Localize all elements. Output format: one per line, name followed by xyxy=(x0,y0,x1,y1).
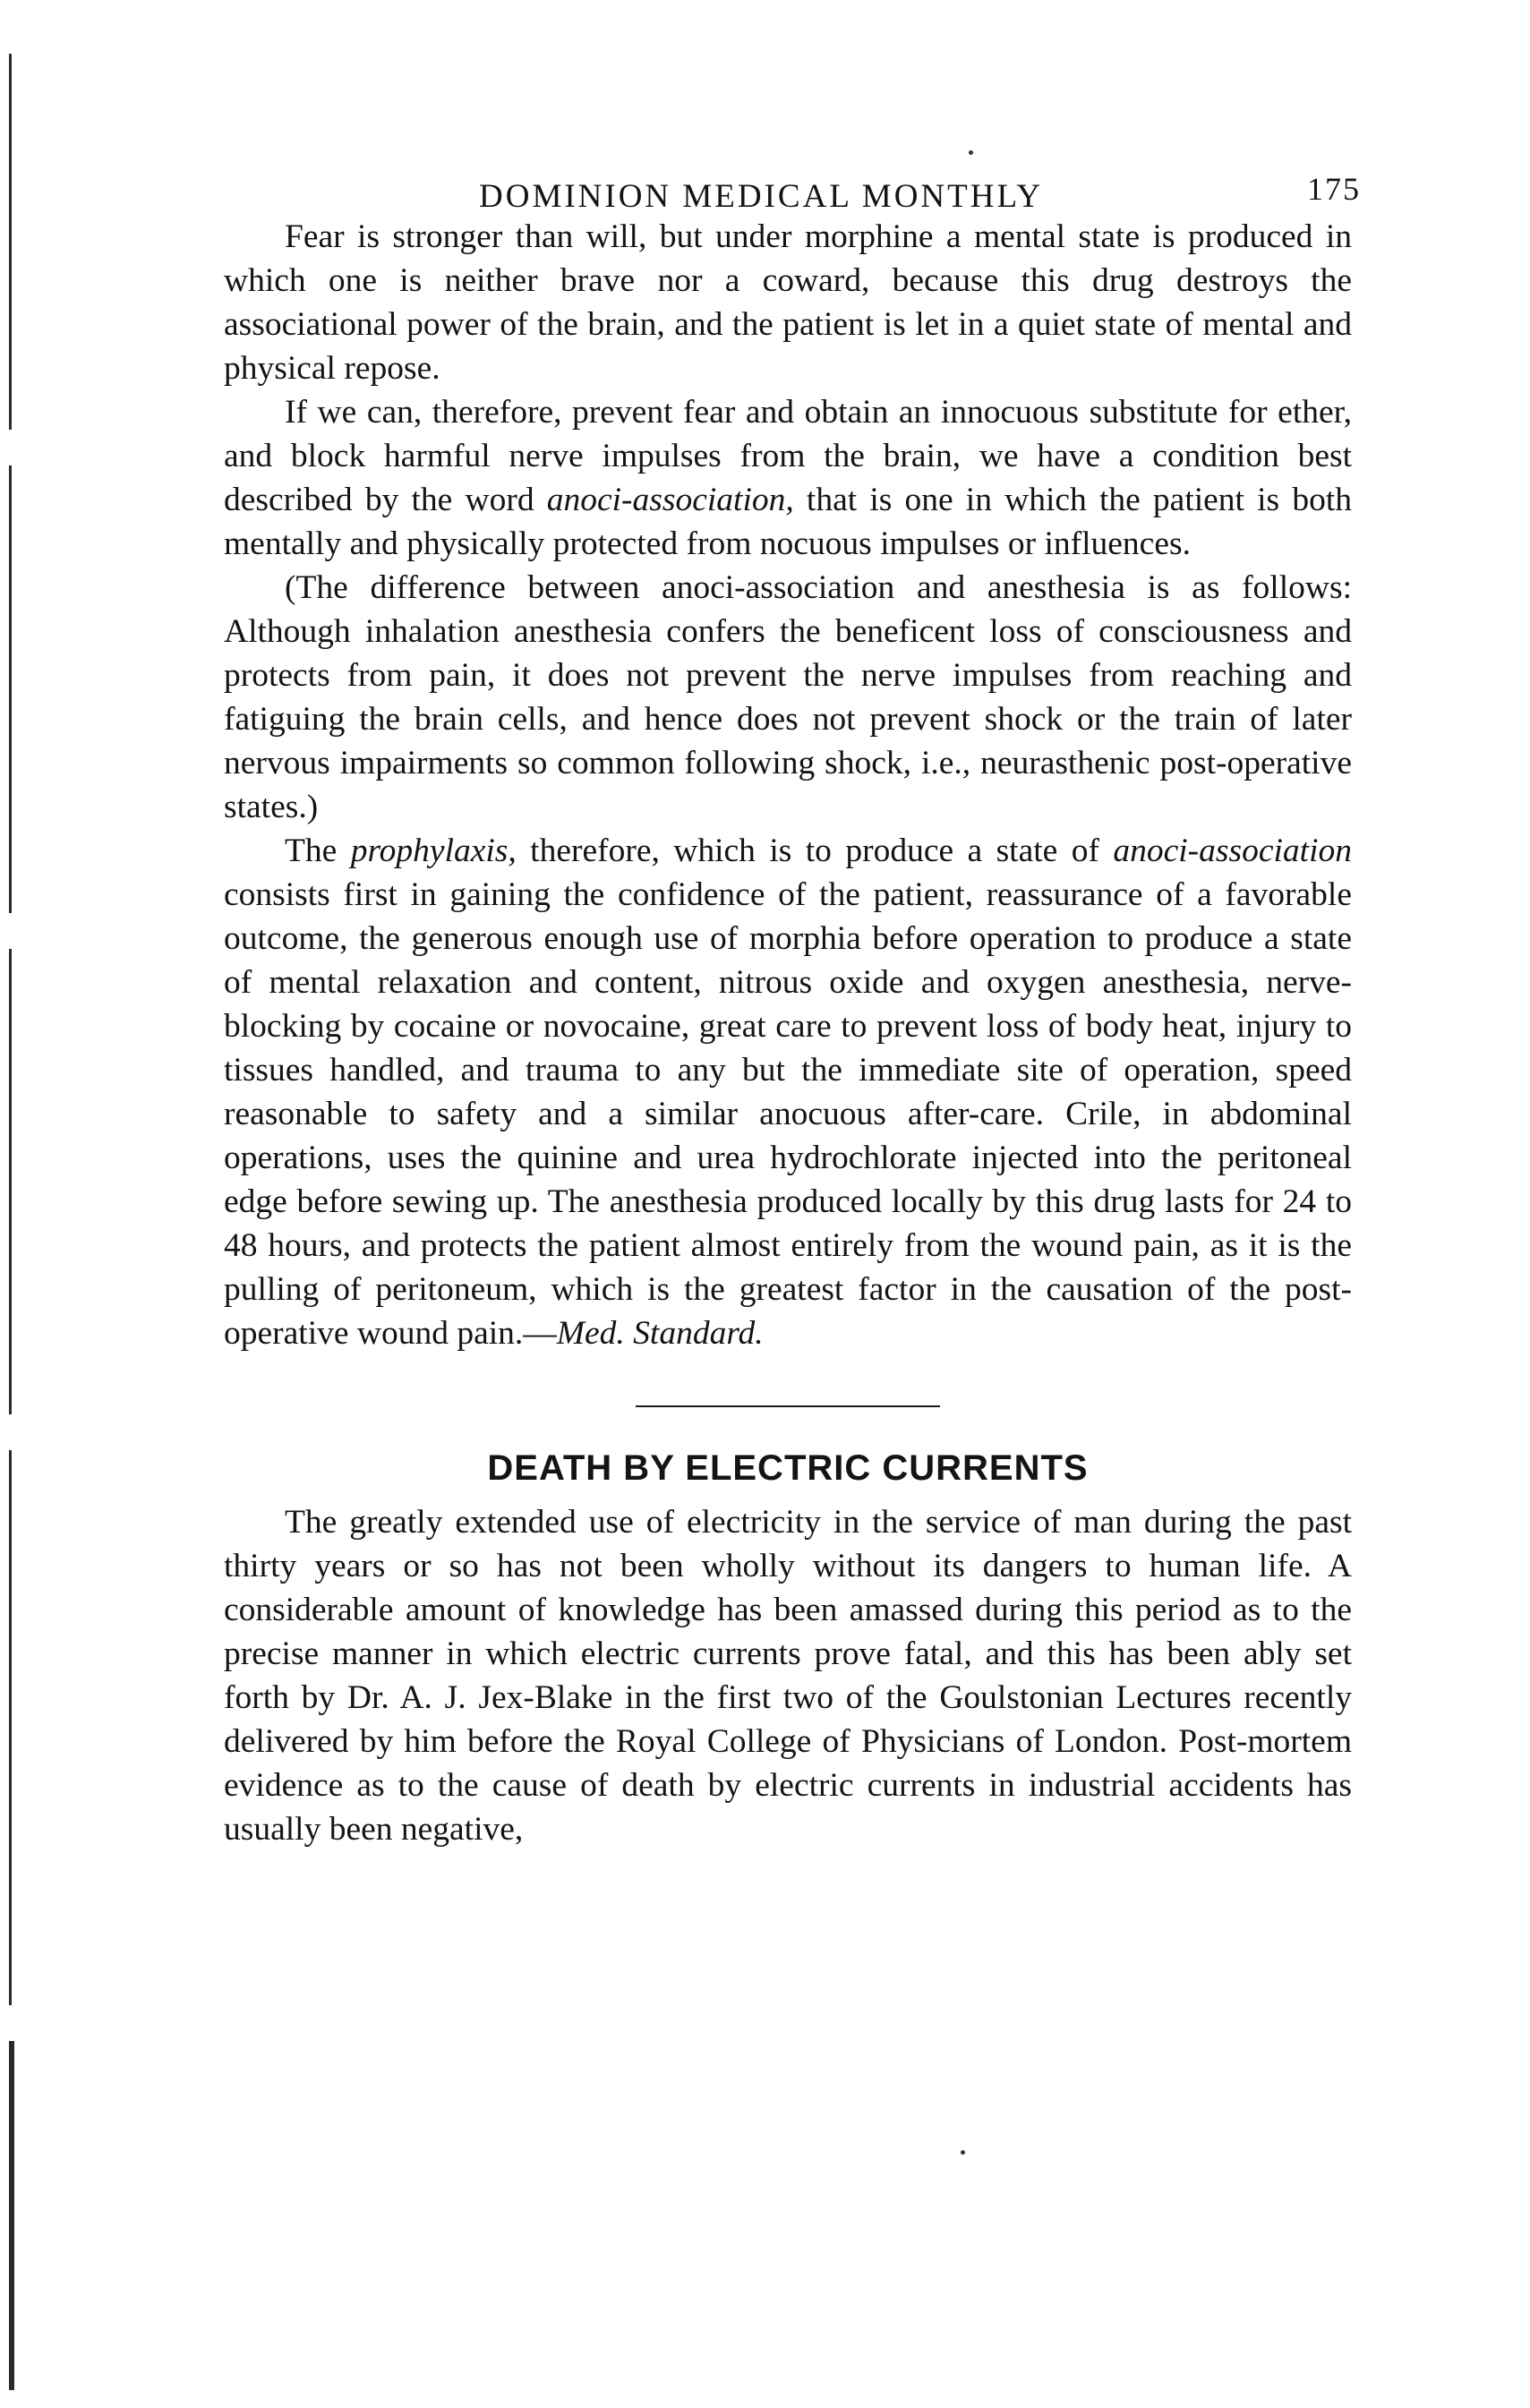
source-citation: Med. Standard. xyxy=(556,1315,764,1352)
section-divider xyxy=(636,1405,940,1407)
article-heading: DEATH BY ELECTRIC CURRENTS xyxy=(487,1448,1089,1488)
body-paragraph: (The difference between anoci-association and anesthesia is as follows: Although inhalation anesthesia confers the beneficent loss of consciousness and protects from pain, it does not prevent the nerve impulses from reaching and fatiguing the brain cells, and hence does not prevent shock or the train of later nervous impairments so common following shock, i.e., neurasthenic post-operative states.) xyxy=(224,569,1352,825)
paragraph-text: therefore, which is to produce a state of xyxy=(516,833,1114,869)
binding-edge-mark xyxy=(9,1450,12,2005)
binding-edge-mark xyxy=(9,54,12,430)
page-number: 175 xyxy=(1307,171,1361,207)
new-article xyxy=(224,1443,1352,1851)
binding-edge-mark xyxy=(9,2041,14,2390)
body-paragraph xyxy=(224,829,1352,1355)
running-title: DOMINION MEDICAL MONTHLY xyxy=(479,178,1044,215)
italic-term: anoci-association xyxy=(1113,833,1352,869)
body-paragraph xyxy=(224,390,1352,566)
print-speck xyxy=(961,2150,965,2155)
running-head xyxy=(224,152,1361,215)
paragraph-text: The xyxy=(285,833,351,869)
paragraph-text: consists first in gaining the confidence of the patient, reassurance of a favorable outcome, the generous enough use of morphia before operation to produce a state of mental relaxation and content, nitrous oxide and oxygen anesthesia, nerve-blocking by cocaine or novocaine, great care to prevent loss of body heat, injury to tissues handled, and trauma to any but the immediate site of operation, speed reasonable to safety and a similar anocuous after-care. Crile, in abdominal operations, uses the quinine and urea hydrochlorate injected into the peritoneal edge before sewing up. The anesthesia produced locally by this drug lasts for 24 to 48 hours, and protects the patient almost entirely from the wound pain, as it is the pulling of peritoneum, which is the greatest factor in the causation of the post-operative wound pain.— xyxy=(224,876,1352,1352)
body-paragraph: The greatly extended use of electricity in the service of man during the past thirty years or so has not been wholly without its dangers to human life. A considerable amount of knowledge has been amassed during this period as to the precise manner in which electric currents prove fatal, and this has been ably set forth by Dr. A. J. Jex-Blake in the first two of the Goulstonian Lectures recently delivered by him before the Royal College of Physicians of London. Post-mortem evidence as to the cause of death by electric currents in industrial accidents has usually been negative, xyxy=(224,1504,1352,1848)
paragraph-text: that is one in which the patient is both mentally and physically protected from nocuous impulses or influences. xyxy=(224,482,1352,562)
italic-term: prophylaxis, xyxy=(350,833,517,869)
paragraph-text: If we can, therefore, prevent fear and obtain an innocuous substitute for ether, and block harmful nerve impulses from the brain, we have a condition best described by the word xyxy=(224,394,1352,518)
body-paragraph: Fear is stronger than will, but under morphine a mental state is produced in which one is neither brave nor a coward, because this drug destroys the associational power of the brain, and the patient is let in a quiet state of mental and physical repose. xyxy=(224,218,1352,387)
binding-edge-mark xyxy=(9,465,12,913)
book-page xyxy=(224,152,1361,1851)
continued-article xyxy=(224,215,1352,1355)
binding-edge-mark xyxy=(9,949,12,1414)
italic-term: anoci-association, xyxy=(546,482,794,518)
